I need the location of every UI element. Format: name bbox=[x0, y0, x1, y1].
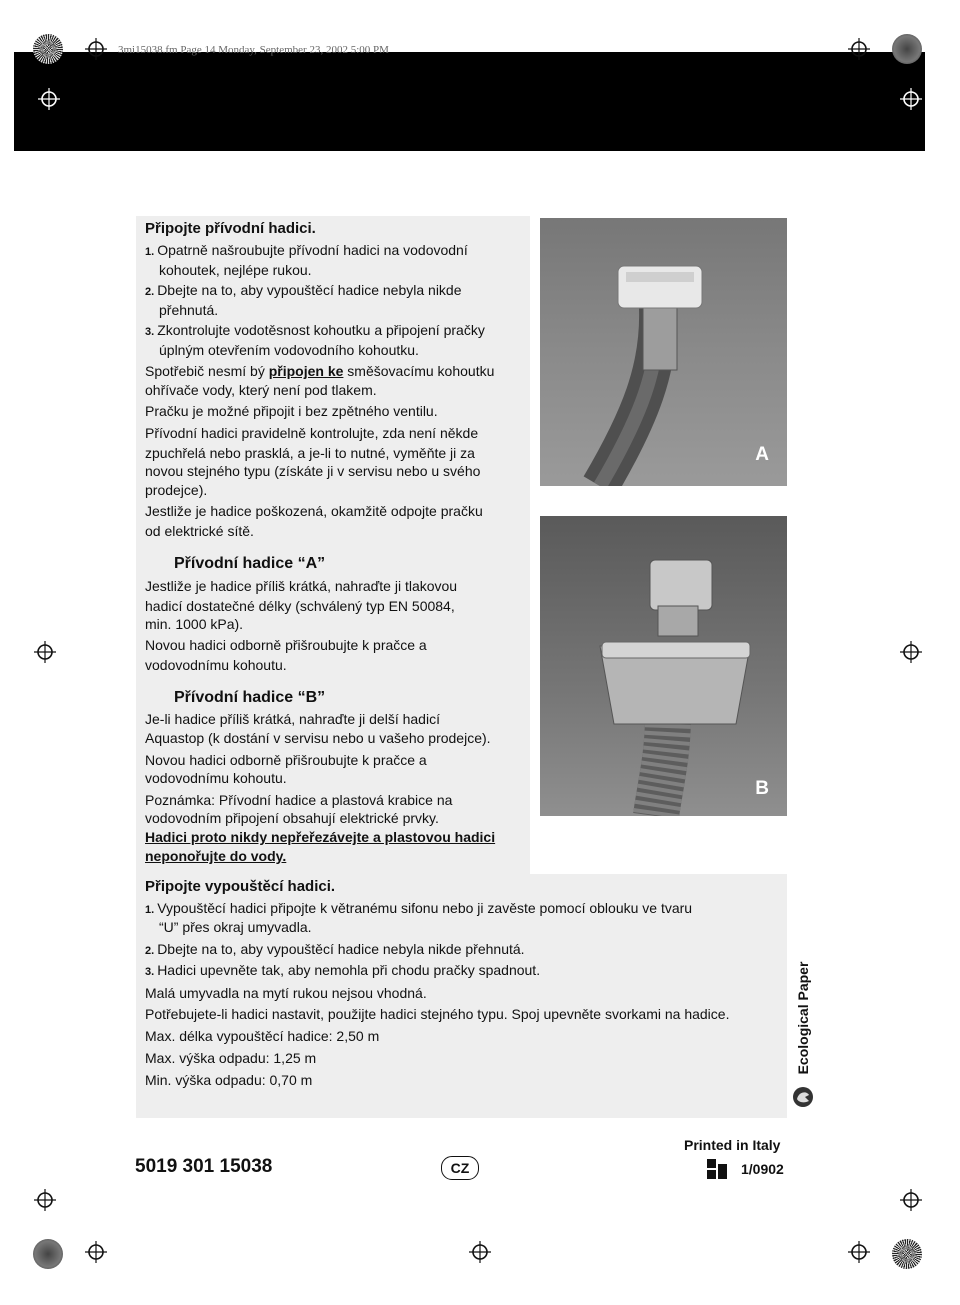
registration-mark-icon bbox=[900, 641, 922, 663]
drain-note: Potřebujete-li hadici nastavit, použijte hadici stejného typu. Spoj upevněte svorkami na hadice. bbox=[145, 1006, 730, 1022]
color-calibration-mark bbox=[892, 34, 922, 64]
document-number: 5019 301 15038 bbox=[135, 1156, 273, 1177]
registration-mark-icon bbox=[469, 1241, 491, 1263]
hose-a-title: Přívodní hadice “A” bbox=[174, 555, 326, 572]
hose-a-line: vodovodnímu kohoutu. bbox=[145, 657, 287, 673]
print-code: 1/0902 bbox=[741, 1161, 784, 1177]
list-item-cont: přehnutá. bbox=[159, 302, 219, 318]
photo-gap bbox=[530, 486, 787, 516]
printed-in: Printed in Italy bbox=[684, 1137, 781, 1153]
list-item: 2. Dbejte na to, aby vypouštěcí hadice nebyla nikde přehnutá. bbox=[145, 941, 525, 957]
hose-b-line: Aquastop (k dostání v servisu nebo u vašeho prodejce). bbox=[145, 730, 491, 746]
registration-mark-icon bbox=[85, 1241, 107, 1263]
registration-mark-icon bbox=[85, 38, 107, 60]
hose-b-warning: neponořujte do vody. bbox=[145, 848, 287, 864]
note-inspect-line: novou stejného typu (získáte ji v servisu nebo u svého bbox=[145, 463, 481, 479]
list-item: 1. Vypouštěcí hadici připojte k větranému sifonu nebo ji zavěste pomocí oblouku ve tvaru bbox=[145, 900, 693, 916]
color-calibration-mark bbox=[892, 1239, 922, 1269]
note-inspect-line: zpuchřelá nebo prasklá, a je-li to nutné, vyměňte ji za bbox=[145, 445, 475, 461]
note-mixer-tap: Spotřebič nesmí bý připojen ke směšovacímu kohoutku bbox=[145, 363, 495, 379]
header-bar bbox=[14, 52, 925, 151]
drain-note: Malá umyvadla na mytí rukou nejsou vhodná. bbox=[145, 985, 427, 1001]
list-item-cont: “U” přes okraj umyvadla. bbox=[159, 919, 312, 935]
hose-b-line: Je-li hadice příliš krátká, nahraďte ji delší hadicí bbox=[145, 711, 440, 727]
hose-b-line: vodovodnímu kohoutu. bbox=[145, 770, 287, 786]
photo-label-a: A bbox=[755, 444, 769, 465]
hose-b-line: Poznámka: Přívodní hadice a plastová krabice na bbox=[145, 792, 453, 808]
hose-a-illustration bbox=[540, 218, 787, 486]
list-item-cont: úplným otevřením vodovodního kohoutku. bbox=[159, 342, 419, 358]
file-info: 3mi15038.fm Page 14 Monday, September 23, 2002 5:00 PM bbox=[118, 44, 389, 56]
note-mixer-tap-cont: ohřívače vody, který není pod tlakem. bbox=[145, 382, 377, 398]
registration-mark-icon bbox=[848, 38, 870, 60]
color-calibration-mark bbox=[33, 34, 63, 64]
eco-logo-icon bbox=[791, 1085, 815, 1109]
note-inspect-line: prodejce). bbox=[145, 482, 208, 498]
hose-a-line: hadicí dostatečné délky (schválený typ EN 50084, bbox=[145, 598, 455, 614]
section-title-drain: Připojte vypouštěcí hadici. bbox=[145, 878, 336, 895]
hose-a-line: min. 1000 kPa). bbox=[145, 616, 244, 632]
list-item: 2. Dbejte na to, aby vypouštěcí hadice nebyla nikde bbox=[145, 282, 462, 298]
note-damaged-line: Jestliže je hadice poškozená, okamžitě odpojte pračku bbox=[145, 503, 483, 519]
photo-label-b: B bbox=[755, 778, 769, 799]
note-check-valve: Pračku je možné připojit i bez zpětného ventilu. bbox=[145, 403, 438, 419]
list-item: 1. Opatrně našroubujte přívodní hadici na vodovodní bbox=[145, 242, 468, 258]
color-calibration-mark bbox=[33, 1239, 63, 1269]
list-item: 3. Hadici upevněte tak, aby nemohla při chodu pračky spadnout. bbox=[145, 962, 541, 978]
hose-b-title: Přívodní hadice “B” bbox=[174, 689, 326, 706]
drain-spec: Max. výška odpadu: 1,25 m bbox=[145, 1050, 317, 1066]
hose-b-illustration bbox=[540, 516, 787, 816]
photo-hose-b bbox=[540, 516, 787, 816]
registration-mark-icon bbox=[900, 1189, 922, 1211]
photo-hose-a bbox=[540, 218, 787, 486]
note-inspect-line: Přívodní hadici pravidelně kontrolujte, zda není někde bbox=[145, 425, 479, 441]
list-item: 3. Zkontrolujte vodotěsnost kohoutku a připojení pračky bbox=[145, 322, 485, 338]
hose-a-line: Novou hadici odborně přišroubujte k pračce a bbox=[145, 637, 427, 653]
registration-mark-icon bbox=[848, 1241, 870, 1263]
drain-spec: Max. délka vypouštěcí hadice: 2,50 m bbox=[145, 1028, 380, 1044]
section-title-inlet: Připojte přívodní hadici. bbox=[145, 220, 316, 237]
registration-mark-icon bbox=[38, 88, 60, 110]
registration-mark-icon bbox=[34, 1189, 56, 1211]
country-badge: CZ bbox=[441, 1156, 479, 1180]
registration-mark-icon bbox=[34, 641, 56, 663]
list-item-cont: kohoutek, nejlépe rukou. bbox=[159, 262, 312, 278]
hose-b-line: vodovodním připojení obsahují elektrické prvky. bbox=[145, 810, 439, 826]
drain-spec: Min. výška odpadu: 0,70 m bbox=[145, 1072, 313, 1088]
hose-b-line: Novou hadici odborně přišroubujte k pračce a bbox=[145, 752, 427, 768]
note-damaged-line: od elektrické sítě. bbox=[145, 523, 254, 539]
hose-a-line: Jestliže je hadice příliš krátká, nahraďte ji tlakovou bbox=[145, 578, 458, 594]
hose-b-warning: Hadici proto nikdy nepřeřezávejte a plastovou hadici bbox=[145, 829, 496, 845]
registration-mark-icon bbox=[900, 88, 922, 110]
ecological-paper-label: Ecological Paper bbox=[795, 961, 811, 1074]
manufacturer-logo-icon bbox=[706, 1158, 728, 1180]
